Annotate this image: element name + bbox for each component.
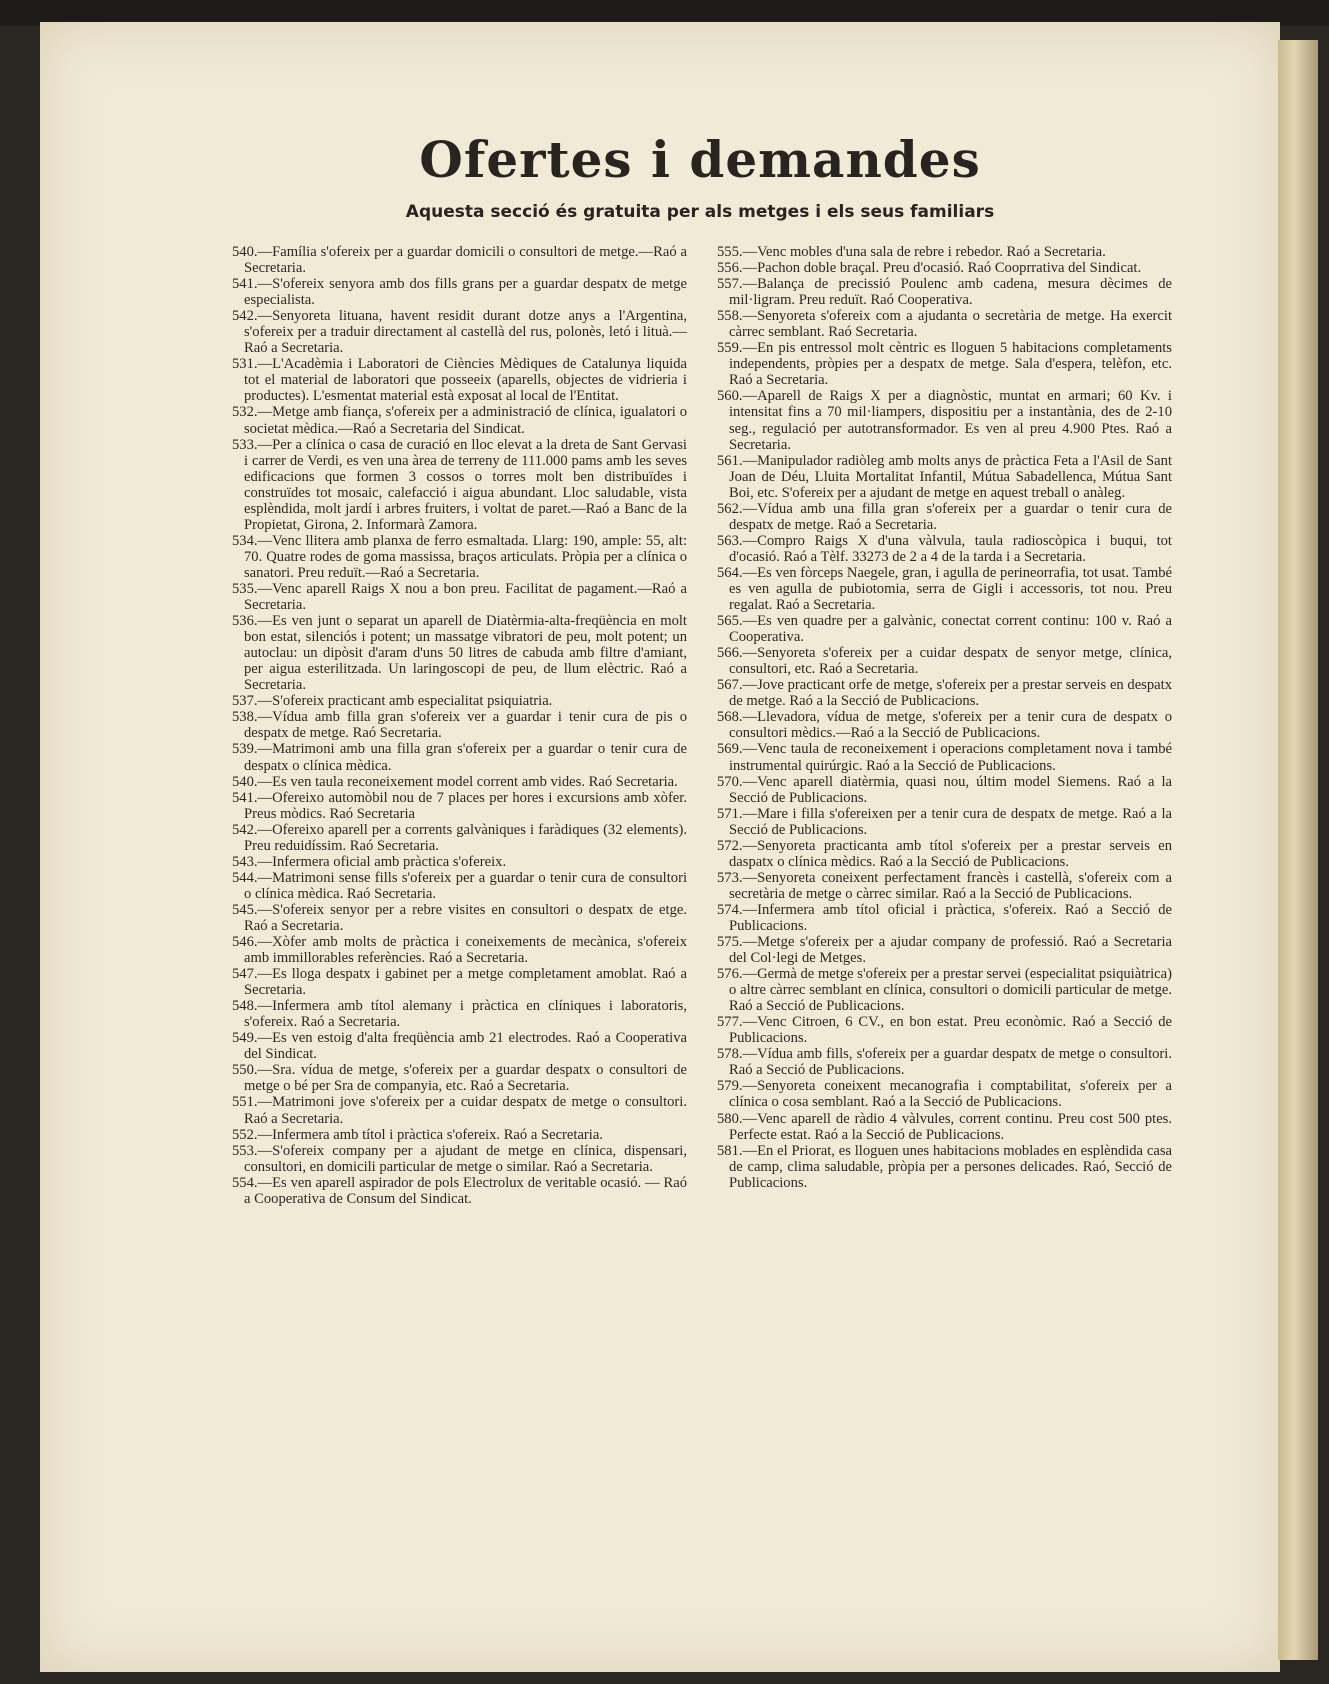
page-title: Ofertes i demandes (419, 130, 981, 189)
classified-ad: 562.—Vídua amb una filla gran s'ofereix per a guardar o tenir cura de despatx de metge. Raó a Secretaria. (717, 500, 1172, 533)
classified-ad: 571.—Mare i filla s'ofereixen per a tenir cura de despatx de metge. Raó a la Secció de Publicacions. (717, 805, 1172, 838)
classified-ad: 581.—En el Priorat, es lloguen unes habitacions moblades en esplèndida casa de camp, clima saludable, pròpia per a persones delicades. Raó, Secció de Publicacions. (717, 1142, 1172, 1191)
classified-ad: 565.—Es ven quadre per a galvànic, conectat corrent continu: 100 v. Raó a Cooperativa. (717, 613, 1172, 646)
classified-ad: 572.—Senyoreta practicanta amb títol s'ofereix per a prestar serveis en daspatx o clínica mèdics. Raó a la Secció de Publicacions. (717, 837, 1172, 870)
classified-ad: 540.—Es ven taula reconeixement model corrent amb vides. Raó Secretaria. (232, 773, 678, 790)
classified-ad: 539.—Matrimoni amb una filla gran s'ofereix per a guardar o tenir cura de despatx o clínica mèdica. (232, 741, 687, 774)
classified-ad: 568.—Llevadora, vídua de metge, s'ofereix per a tenir cura de despatx o consultori mèdics.—Raó a la Secció de Publicacions. (717, 709, 1172, 742)
classified-ad: 570.—Venc aparell diatèrmia, quasi nou, últim model Siemens. Raó a la Secció de Publicacions. (717, 773, 1172, 806)
classified-ad: 548.—Infermera amb títol alemany i pràctica en clíniques i laboratoris, s'ofereix. Raó a Secretaria. (232, 998, 687, 1031)
classified-ad: 574.—Infermera amb títol oficial i pràctica, s'ofereix. Raó a Secció de Publicacions. (717, 901, 1172, 934)
classified-ad: 559.—En pis entressol molt cèntric es lloguen 5 habitacions completaments independents, pròpies per a despatx de metge. Sala d'espera, telèfon, etc. Raó a Secretaria. (717, 340, 1172, 389)
classified-ad: 542.—Ofereixo aparell per a corrents galvàniques i faràdiques (32 elements). Preu reduidíssim. Raó Secretaria. (232, 821, 687, 854)
next-page-edge (1278, 40, 1318, 1660)
classified-ad: 555.—Venc mobles d'una sala de rebre i rebedor. Raó a Secretaria. (717, 244, 1106, 260)
classified-ad: 578.—Vídua amb fills, s'ofereix per a guardar despatx de metge o consultori. Raó a Secció de Publicacions. (717, 1046, 1172, 1079)
classified-ad: 580.—Venc aparell de ràdio 4 vàlvules, corrent continu. Preu cost 500 ptes. Perfecte estat. Raó a la Secció de Publicacions. (717, 1110, 1172, 1143)
classified-ad: 550.—Sra. vídua de metge, s'ofereix per a guardar despatx o consultori de metge o bé per Sra de companyia, etc. Raó a Secretaria. (232, 1062, 687, 1095)
right-column (717, 244, 1172, 1191)
classified-ad: 536.—Es ven junt o separat un aparell de Diatèrmia-alta-freqüència en molt bon estat, silenciós i potent; un massatge vibratori de peu, molt potent; un autoclau: un dipòsit d'aram d'uns 50 litres de cabuda amb filtre d'amiant, per aigua esterilitzada. Un laringoscopi de peu, de llum elèctric. Raó a Secretaria. (232, 613, 687, 694)
classified-ad: 577.—Venc Citroen, 6 CV., en bon estat. Preu econòmic. Raó a Secció de Publicacions. (717, 1014, 1172, 1047)
classified-ad: 544.—Matrimoni sense fills s'ofereix per a guardar o tenir cura de consultori o clínica mèdica. Raó Secretaria. (232, 869, 687, 902)
classified-ad: 540.—Família s'ofereix per a guardar domicili o consultori de metge.—Raó a Secretaria. (232, 244, 687, 277)
classified-ad: 567.—Jove practicant orfe de metge, s'ofereix per a prestar serveis en despatx de metge. Raó a la Secció de Publicacions. (717, 677, 1172, 710)
classified-ad: 546.—Xòfer amb molts de pràctica i coneixements de mecànica, s'ofereix amb immillorables referències. Raó a Secretaria. (232, 934, 687, 967)
classified-ad: 538.—Vídua amb filla gran s'ofereix ver a guardar i tenir cura de pis o despatx de metge. Raó Secretaria. (232, 709, 687, 742)
classified-ad: 545.—S'ofereix senyor per a rebre visites en consultori o despatx de etge. Raó a Secretaria. (232, 901, 687, 934)
classified-ad: 573.—Senyoreta coneixent perfectament francès i castellà, s'ofereix com a secretària de metge o càrrec similar. Raó a la Secció de Publicacions. (717, 869, 1172, 902)
classified-ad: 576.—Germà de metge s'ofereix per a prestar servei (especialitat psiquiàtrica) o altre càrrec semblant en clínica, consultori o domicili particular de metge. Raó a Secció de Publicacions. (717, 966, 1172, 1015)
classified-ad: 537.—S'ofereix practicant amb especialitat psiquiatria. (232, 693, 553, 710)
classified-ad: 569.—Venc taula de reconeixement i operacions completament nova i també instrumental quirúrgic. Raó a la Secció de Publicacions. (717, 741, 1172, 774)
classified-ad: 552.—Infermera amb títol i pràctica s'ofereix. Raó a Secretaria. (232, 1126, 603, 1143)
classified-ad: 533.—Per a clínica o casa de curació en lloc elevat a la dreta de Sant Gervasi i carrer de Verdi, es ven una àrea de terreny de 111.000 pams amb les seves edificacions que formen 3 cossos o torres molt ben distribuïdes i construïdes tot mosaic, calefacció i aigua abundant. Lloc saludable, vista esplèndida, molt jardí i arbres fruiters, i voltat de paret.—Raó a Banc de la Propietat, Girona, 2. Informarà Zamora. (232, 436, 687, 533)
classified-ad: 535.—Venc aparell Raigs X nou a bon preu. Facilitat de pagament.—Raó a Secretaria. (232, 580, 687, 614)
classified-ad: 560.—Aparell de Raigs X per a diagnòstic, muntat en armari; 60 Kv. i intensitat fins a 70 mil·liampers, dispositiu per a instantània, des de 2-10 seg., regulació per autotransformador. Es ven al preu 4.900 Ptes. Raó a Secretaria. (717, 388, 1172, 453)
classified-ad: 534.—Venc llitera amb planxa de ferro esmaltada. Llarg: 190, ample: 55, alt: 70. Quatre rodes de goma massissa, braços articulats. Pròpia per a clínica o sanatori. Preu reduït.—Raó a Secretaria. (232, 532, 687, 581)
classified-ad: 543.—Infermera oficial amb pràctica s'ofereix. (232, 853, 507, 870)
classified-ad: 558.—Senyoreta s'ofereix com a ajudanta o secretària de metge. Ha exercit càrrec semblant. Raó Secretaria. (717, 308, 1172, 341)
classified-ad: 532.—Metge amb fiança, s'ofereix per a administració de clínica, igualatori o societat mèdica.—Raó a Secretaria del Sindicat. (232, 404, 687, 437)
classified-ad: 564.—Es ven fòrceps Naegele, gran, i agulla de perineorrafia, tot usat. També es ven agulla de pubiotomia, serra de Gigli i accessoris, tot nou. Preu regalat. Raó a Secretaria. (717, 564, 1172, 614)
classified-ad: 547.—Es lloga despatx i gabinet per a metge completament amoblat. Raó a Secretaria. (232, 966, 687, 999)
classified-ad: 563.—Compro Raigs X d'una vàlvula, taula radioscòpica i buqui, tot d'ocasió. Raó a Tèlf. 33273 de 2 a 4 de la tarda i a Secretaria. (717, 532, 1172, 565)
page-subtitle: Aquesta secció és gratuita per als metges i els seus familiars (405, 202, 995, 222)
classified-ad: 551.—Matrimoni jove s'ofereix per a cuidar despatx de metge o consultori. Raó a Secretaria. (232, 1094, 687, 1127)
classified-ad: 575.—Metge s'ofereix per a ajudar company de professió. Raó a Secretaria del Col·legi de Metges. (717, 934, 1172, 967)
classified-ad: 553.—S'ofereix company per a ajudant de metge en clínica, dispensari, consultori, en domicili particular de metge o similar. Raó a Secretaria. (232, 1142, 687, 1175)
classified-ad: 579.—Senyoreta coneixent mecanografia i comptabilitat, s'ofereix per a clínica o cosa semblant. Raó a la Secció de Publicacions. (717, 1078, 1172, 1111)
classified-ad: 554.—Es ven aparell aspirador de pols Electrolux de veritable ocasió. — Raó a Cooperativa de Consum del Sindicat. (232, 1174, 687, 1207)
classified-ad: 556.—Pachon doble braçal. Preu d'ocasió. Raó Cooprrativa del Sindicat. (717, 260, 1142, 277)
classified-ad: 541.—Ofereixo automòbil nou de 7 places per hores i excursions amb xòfer. Preus mòdics. Raó Secretaria (232, 789, 687, 822)
classified-ad: 549.—Es ven estoig d'alta freqüència amb 21 electrodes. Raó a Cooperativa del Sindicat. (232, 1030, 687, 1063)
classified-ad: 557.—Balança de precissió Poulenc amb cadena, mesura dècimes de mil·ligram. Preu reduït. Raó Cooperativa. (717, 276, 1172, 309)
classified-ad: 541.—S'ofereix senyora amb dos fills grans per a guardar despatx de metge especialista. (232, 276, 687, 309)
classified-ad: 566.—Senyoreta s'ofereix per a cuidar despatx de senyor metge, clínica, consultori, etc. Raó a Secretaria. (717, 645, 1172, 678)
classified-ad: 561.—Manipulador radiòleg amb molts anys de pràctica Feta a l'Asil de Sant Joan de Déu, Lluita Mortalitat Infantil, Mútua Sabadellenca, Mútua Sant Boi, etc. S'ofereix per a ajudant de metge en aquest treball o anàleg. (717, 452, 1172, 501)
classified-ad: 542.—Senyoreta lituana, havent residit durant dotze anys a l'Argentina, s'ofereix per a traduir directament al castellà del rus, polonès, letó i lituà.—Raó a Secretaria. (232, 308, 687, 357)
left-column (232, 244, 687, 1207)
classified-ad: 531.—L'Acadèmia i Laboratori de Ciències Mèdiques de Catalunya liquida tot el material de laboratori que posseeix (aparells, objectes de vidrieria i productes). L'esmentat material està exposat al local de l'Entitat. (232, 356, 687, 405)
